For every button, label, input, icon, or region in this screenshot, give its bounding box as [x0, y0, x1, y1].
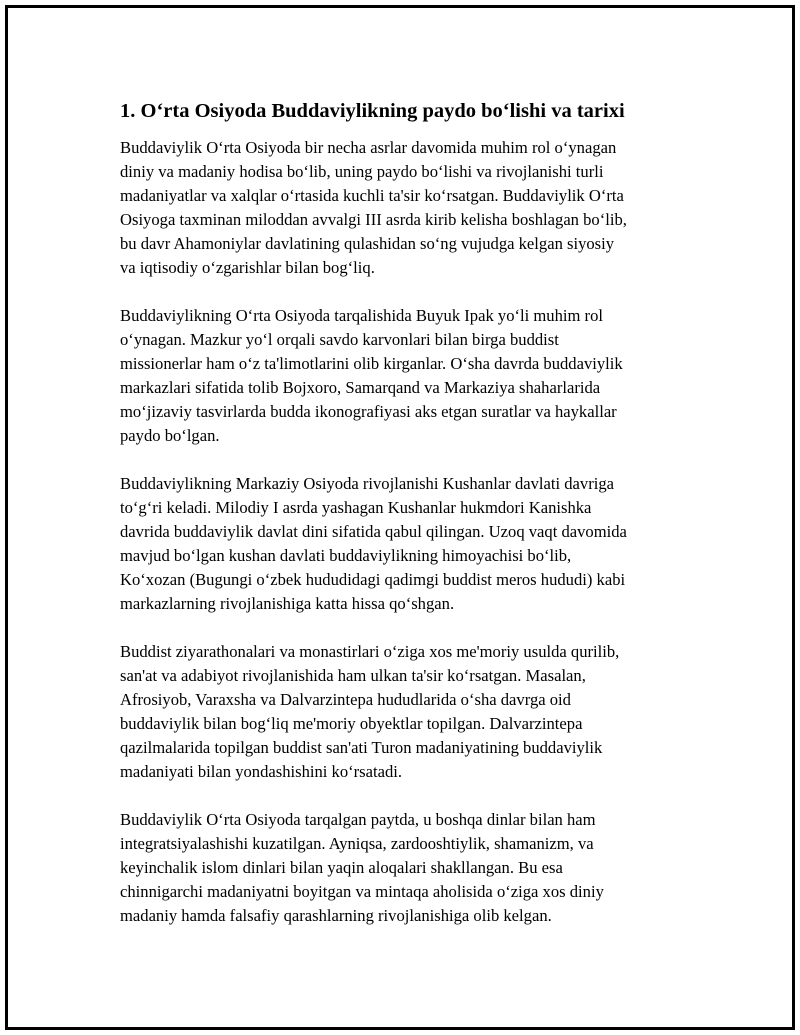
text-line: mavjud bo‘lgan kushan davlati buddaviylikning himoyachisi bo‘lib, [120, 546, 572, 565]
text-line: Buddist ziyarathonalari va monastirlari o‘ziga xos me'moriy usulda qurilib, [120, 642, 620, 661]
paragraph-5 [120, 808, 690, 928]
text-line: integratsiyalashishi kuzatilgan. Ayniqsa, zardooshtiylik, shamanizm, va [120, 834, 594, 853]
paragraph-4 [120, 640, 690, 784]
text-line: mo‘jizaviy tasvirlarda budda ikonografiyasi aks etgan suratlar va haykallar [120, 402, 617, 421]
text-line: Afrosiyob, Varaxsha va Dalvarzintepa hududlarida o‘sha davrga oid [120, 690, 571, 709]
page-frame [5, 5, 795, 1030]
text-line: o‘ynagan. Mazkur yo‘l orqali savdo karvonlari bilan birga buddist [120, 330, 559, 349]
text-line: Osiyoga taxminan miloddan avvalgi III asrda kirib kelisha boshlagan bo‘lib, [120, 210, 627, 229]
text-line: davrida buddaviylik davlat dini sifatida qabul qilingan. Uzoq vaqt davomida [120, 522, 627, 541]
text-line: keyinchalik islom dinlari bilan yaqin aloqalari shakllangan. Bu esa [120, 858, 563, 877]
text-line: madaniy hamda falsafiy qarashlarning rivojlanishiga olib kelgan. [120, 906, 552, 925]
text-line: qazilmalarida topilgan buddist san'ati Turon madaniyatining buddaviylik [120, 738, 603, 757]
text-line: chinnigarchi madaniyatni boyitgan va mintaqa aholisida o‘ziga xos diniy [120, 882, 604, 901]
text-line: markazlarning rivojlanishiga katta hissa qo‘shgan. [120, 594, 455, 613]
text-line: buddaviylik bilan bog‘liq me'moriy obyektlar topilgan. Dalvarzintepa [120, 714, 583, 733]
text-line: diniy va madaniy hodisa bo‘lib, uning paydo bo‘lishi va rivojlanishi turli [120, 162, 604, 181]
text-line: Buddaviylikning Markaziy Osiyoda rivojlanishi Kushanlar davlati davriga [120, 474, 615, 493]
text-line: to‘g‘ri keladi. Milodiy I asrda yashagan Kushanlar hukmdori Kanishka [120, 498, 592, 517]
text-line: markazlari sifatida tolib Bojxoro, Samarqand va Markaziya shaharlarida [120, 378, 601, 397]
document-body [120, 98, 690, 952]
text-line: san'at va adabiyot rivojlanishida ham ulkan ta'sir ko‘rsatgan. Masalan, [120, 666, 586, 685]
paragraph-3 [120, 472, 690, 616]
text-line: Buddaviylikning O‘rta Osiyoda tarqalishida Buyuk Ipak yo‘li muhim rol [120, 306, 603, 325]
paragraph-2 [120, 304, 690, 448]
text-line: paydo bo‘lgan. [120, 426, 220, 445]
text-line: madaniyatlar va xalqlar o‘rtasida kuchli ta'sir ko‘rsatgan. Buddaviylik O‘rta [120, 186, 624, 205]
text-line: Buddaviylik O‘rta Osiyoda tarqalgan paytda, u boshqa dinlar bilan ham [120, 810, 596, 829]
text-line: madaniyati bilan yondashishini ko‘rsatadi. [120, 762, 403, 781]
text-line: bu davr Ahamoniylar davlatining qulashidan so‘ng vujudga kelgan siyosiy [120, 234, 615, 253]
text-line: Ko‘xozan (Bugungi o‘zbek hududidagi qadimgi buddist meros hududi) kabi [120, 570, 626, 589]
text-line: va iqtisodiy o‘zgarishlar bilan bog‘liq. [120, 258, 375, 277]
text-line: Buddaviylik O‘rta Osiyoda bir necha asrlar davomida muhim rol o‘ynagan [120, 138, 617, 157]
section-heading: 1. O‘rta Osiyoda Buddaviylikning paydo bo‘lishi va tarixi [120, 100, 625, 122]
paragraph-1 [120, 136, 690, 280]
text-line: missionerlar ham o‘z ta'limotlarini olib kirganlar. O‘sha davrda buddaviylik [120, 354, 623, 373]
